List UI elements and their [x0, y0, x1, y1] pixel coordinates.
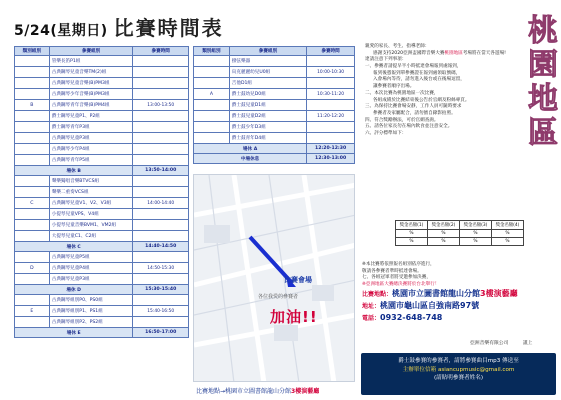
- info-address-label: 地址：: [362, 303, 381, 311]
- time-cell: [133, 252, 189, 263]
- time-cell: 11:20-12:20: [307, 111, 355, 122]
- cheer-caption: 各位我愛的參賽者: [258, 294, 299, 300]
- break-row: [15, 242, 189, 252]
- time-cell: [307, 100, 355, 111]
- scoring-table: [395, 220, 524, 246]
- right-header-row: [194, 47, 355, 56]
- name-cell: 古典鋼琴青年音樂(B)PM4組: [49, 100, 133, 111]
- page-header: [14, 12, 224, 38]
- table-row: [15, 209, 189, 220]
- name-cell: 聲樂獨唱音樂BTVCS組: [49, 176, 133, 187]
- table-row: [15, 89, 189, 100]
- info-phone-value: 0932-648-748: [380, 313, 443, 323]
- name-cell: 爵士鼓兒童D2組: [229, 111, 306, 122]
- notice-item: 五、請各位家長勿在場內飲食並注意安全。: [365, 124, 453, 130]
- name-cell: 爵士鋼琴青年P3組: [49, 122, 133, 133]
- name-cell: 古典鋼琴兒童P5組: [49, 252, 133, 263]
- table-row: [15, 56, 189, 67]
- notice-item: 各組成績於比賽結束後公告於官網及粉絲專頁。: [373, 97, 470, 103]
- time-cell: [133, 176, 189, 187]
- info-line-3: 七、各組冠軍者將受邀參加決賽，: [362, 275, 431, 281]
- name-cell: 爵士鼓幼兒D0組: [229, 89, 306, 100]
- notice-item: 六、評分標準如下：: [365, 130, 407, 136]
- time-cell: [133, 67, 189, 78]
- notice-item: 四、符合獎勵辦法，可於官網查詢。: [365, 117, 439, 123]
- info-venue-label: 比賽地點：: [362, 291, 393, 299]
- header-date: 5/24(星期日): [14, 23, 108, 39]
- contest-info: [362, 262, 554, 324]
- info-phone-label: 電話：: [362, 315, 381, 323]
- table-row: [15, 78, 189, 89]
- break-time: 14:40-14:50: [133, 242, 189, 252]
- table-row: [15, 67, 189, 78]
- time-cell: [307, 122, 355, 133]
- table-row: [15, 220, 189, 231]
- scoring-cell: %: [460, 238, 492, 246]
- info-address: [362, 300, 554, 312]
- time-cell: [307, 78, 355, 89]
- group-cell: [15, 78, 50, 89]
- scoring-cell: 獎金名額(3): [460, 221, 492, 230]
- break-row: [194, 154, 355, 164]
- map-venue-label: 比賽會場: [284, 276, 312, 284]
- name-cell: 爵士鼓青年D4組: [229, 133, 306, 144]
- group-cell: [194, 78, 230, 89]
- notice-item: 讓參賽者順序出場。: [373, 84, 415, 90]
- right-header-cell: 參賽組別: [229, 47, 306, 56]
- group-cell: [15, 67, 50, 78]
- name-cell: 古典鋼琴組別P1、PS1組: [49, 306, 133, 317]
- group-cell: [15, 176, 50, 187]
- time-cell: [133, 56, 189, 67]
- name-cell: 古典鋼琴少年P4組: [49, 144, 133, 155]
- name-cell: 古典鋼琴兒童音樂(B)PM3組: [49, 78, 133, 89]
- table-row: [194, 67, 355, 78]
- info-venue-name: 桃園市立圖書館龍山分館: [392, 289, 481, 299]
- time-cell: [307, 133, 355, 144]
- scoring-row: [396, 221, 524, 230]
- schedule-table-left: [14, 46, 189, 338]
- notice-item: 參賽者及家屬配合，請勿擅自錄影拍照。: [373, 110, 456, 116]
- name-cell: 管樂長笛P1組: [49, 56, 133, 67]
- group-cell: B: [15, 100, 50, 111]
- time-cell: [133, 317, 189, 328]
- venue-map: [193, 174, 355, 382]
- table-row: [194, 78, 355, 89]
- notice-intro-a: 感謝支持2020亞洲盃國際音樂大賽: [373, 50, 445, 56]
- time-cell: [307, 56, 355, 67]
- scoring-cell: %: [396, 230, 428, 238]
- time-cell: 14:00-14:40: [133, 198, 189, 209]
- scoring-cell: %: [396, 238, 428, 246]
- notice-block: [365, 44, 555, 138]
- table-row: [15, 100, 189, 111]
- time-cell: [133, 155, 189, 166]
- time-cell: [133, 144, 189, 155]
- scoring-cell: 獎金名額(2): [428, 221, 460, 230]
- time-cell: [133, 209, 189, 220]
- notice-heading: 達請注意下列事項：: [365, 57, 407, 63]
- group-cell: [194, 111, 230, 122]
- table-row: [194, 100, 355, 111]
- group-cell: [194, 100, 230, 111]
- table-row: [15, 263, 189, 274]
- left-header-cell: 類別組別: [15, 47, 50, 56]
- break-label: 中場休息: [194, 154, 307, 164]
- promo-email[interactable]: 主辦單位信箱 asiancupmusic@gmail.com: [402, 366, 515, 373]
- group-cell: [15, 111, 50, 122]
- promo-line-3: (請貼明參賽者姓名): [433, 375, 484, 382]
- group-cell: [194, 67, 230, 78]
- time-cell: 10:30-11:20: [307, 89, 355, 100]
- table-row: [15, 198, 189, 209]
- notice-item: 一、參賽者請提早半小時抵達會場報到處報到，: [365, 64, 462, 70]
- break-time: 12:30-13:00: [307, 154, 355, 164]
- name-cell: 古典鋼琴兒童P4組: [49, 263, 133, 274]
- table-row: [15, 155, 189, 166]
- time-cell: [133, 89, 189, 100]
- break-label: 場休 C: [15, 242, 133, 252]
- name-cell: 烏克麗麗幼兒U0組: [229, 67, 306, 78]
- group-cell: [15, 231, 50, 242]
- page-title: 比賽時間表: [113, 16, 224, 40]
- name-cell: 爵士鼓兒童D1組: [229, 100, 306, 111]
- group-cell: [194, 133, 230, 144]
- group-cell: [194, 122, 230, 133]
- scoring-cell: %: [492, 238, 524, 246]
- name-cell: 古典鋼琴青年P5組: [49, 155, 133, 166]
- group-cell: [15, 220, 50, 231]
- notice-item: 二、本次比賽為桃園地區一次比賽，: [365, 90, 439, 96]
- notice-intro-region: 桃園地區: [444, 50, 463, 56]
- table-row: [15, 122, 189, 133]
- break-time: 16:50-17:00: [133, 328, 189, 338]
- info-phone: [362, 312, 554, 324]
- time-cell: [133, 295, 189, 306]
- table-row: [15, 295, 189, 306]
- notice-item: 入會場內等待，請勿進入後台或在後場逗留，: [373, 77, 465, 83]
- group-cell: [15, 209, 50, 220]
- group-cell: [15, 144, 50, 155]
- left-header-row: [15, 47, 189, 56]
- info-address-value: 桃園市龜山區自強南路97號: [380, 301, 480, 311]
- scoring-cell: 獎金名額(1): [396, 221, 428, 230]
- table-row: [194, 122, 355, 133]
- group-cell: [194, 56, 230, 67]
- time-cell: 14:50-15:30: [133, 263, 189, 274]
- group-cell: A: [194, 89, 230, 100]
- group-cell: [15, 155, 50, 166]
- time-cell: [133, 122, 189, 133]
- name-cell: 大提琴兒童C1、C2組: [49, 231, 133, 242]
- time-cell: [133, 133, 189, 144]
- name-cell: 古典鋼琴兒童P3組: [49, 274, 133, 285]
- table-row: [15, 231, 189, 242]
- scoring-cell: 獎金名額(4): [492, 221, 524, 230]
- group-cell: [15, 295, 50, 306]
- name-cell: 古典鋼琴兒童P3組: [49, 133, 133, 144]
- break-label: 場休 E: [15, 328, 133, 338]
- venue-prefix: 比賽地點→桃園市立圖書館龍山分館: [196, 388, 292, 395]
- name-cell: 古典鋼琴兒童V1、V2、V3組: [49, 198, 133, 209]
- break-row: [15, 285, 189, 295]
- scoring-row: [396, 238, 524, 246]
- left-header-cell: 參賽組別: [49, 47, 133, 56]
- time-cell: 13:00-13:50: [133, 100, 189, 111]
- table-row: [15, 176, 189, 187]
- time-cell: [133, 78, 189, 89]
- group-cell: [15, 133, 50, 144]
- group-cell: [15, 122, 50, 133]
- signature: 亞洲音樂有限公司 謹上: [470, 341, 533, 346]
- break-row: [15, 166, 189, 176]
- break-time: 12:20-12:30: [307, 144, 355, 154]
- name-cell: 古典鋼琴兒童音樂TM(2)組: [49, 67, 133, 78]
- name-cell: 爵士鼓少年D3組: [229, 122, 306, 133]
- table-row: [194, 89, 355, 100]
- info-final-note: ※亞洲地區大賽總決賽將於台北舉行！: [362, 281, 440, 287]
- table-row: [194, 56, 355, 67]
- map-streets: [194, 175, 355, 382]
- promo-line-1: 爵士鼓參賽的參賽者，請將參賽曲目mp3 傳送至: [398, 358, 519, 364]
- schedule-table-right: [193, 46, 355, 164]
- info-venue: [362, 288, 554, 300]
- right-header-cell: 類別組別: [194, 47, 230, 56]
- table-row: [194, 133, 355, 144]
- name-cell: 小提琴兒童VPS、V4組: [49, 209, 133, 220]
- info-line-2: 敬請各參賽者準時抵達會場。: [362, 268, 422, 274]
- break-label: 場休 A: [194, 144, 307, 154]
- break-label: 場休 B: [15, 166, 133, 176]
- break-row: [15, 328, 189, 338]
- notice-items: [365, 64, 555, 137]
- notice-item: 報到後憑報到單參賽證在報到處領取號碼，: [373, 70, 461, 76]
- right-header-cell: 參賽時間: [307, 47, 355, 56]
- name-cell: 古典鋼琴組別P0、PS0組: [49, 295, 133, 306]
- scoring-cell: %: [428, 238, 460, 246]
- table-row: [194, 111, 355, 122]
- time-cell: [133, 274, 189, 285]
- name-cell: 小提琴兒童音樂BVM1、VM2組: [49, 220, 133, 231]
- name-cell: 古典鋼琴少年音樂(B)PM3組: [49, 89, 133, 100]
- table-row: [15, 317, 189, 328]
- break-label: 場休 D: [15, 285, 133, 295]
- group-cell: [15, 89, 50, 100]
- name-cell: 古典鋼琴組別P2、PS2組: [49, 317, 133, 328]
- name-cell: 吉他D1組: [229, 78, 306, 89]
- name-cell: 聲樂二重奏VCS組: [49, 187, 133, 198]
- table-row: [15, 187, 189, 198]
- group-cell: [15, 252, 50, 263]
- group-cell: E: [15, 306, 50, 317]
- group-cell: C: [15, 198, 50, 209]
- group-cell: [15, 317, 50, 328]
- table-row: [15, 144, 189, 155]
- time-cell: 10:00-10:30: [307, 67, 355, 78]
- promo-banner: [361, 353, 556, 395]
- notice-greeting: 親愛的家長、考生、指導老師：: [365, 44, 430, 49]
- time-cell: [133, 187, 189, 198]
- info-line-1: ※本比賽將依照報名組別依序進行，: [362, 262, 435, 267]
- group-cell: [15, 274, 50, 285]
- break-time: 13:50-14:00: [133, 166, 189, 176]
- venue-hall: 3樓演藝廳: [291, 388, 320, 395]
- notice-intro-b: 考場將在當天各遊場!: [462, 50, 506, 56]
- name-cell: 撥弦樂器: [229, 56, 306, 67]
- time-cell: [133, 111, 189, 122]
- time-cell: [133, 220, 189, 231]
- time-cell: [133, 231, 189, 242]
- table-row: [15, 274, 189, 285]
- cheer-message: 加油!!: [270, 308, 318, 326]
- group-cell: [15, 56, 50, 67]
- group-cell: [15, 187, 50, 198]
- info-venue-hall: 3樓演藝廳: [480, 289, 518, 299]
- region-stamp: 桃園地區: [522, 14, 557, 150]
- break-time: 15:30-15:40: [133, 285, 189, 295]
- left-header-cell: 參賽時間: [133, 47, 189, 56]
- scoring-row: [396, 230, 524, 238]
- scoring-cell: %: [460, 230, 492, 238]
- notice-item: 三、為保持比賽會場安靜，工作人員可隨時要求: [365, 104, 462, 110]
- table-row: [15, 111, 189, 122]
- break-row: [194, 144, 355, 154]
- time-cell: 15:40-16:50: [133, 306, 189, 317]
- group-cell: D: [15, 263, 50, 274]
- table-row: [15, 306, 189, 317]
- venue-address-line: [196, 386, 319, 395]
- name-cell: 爵士鋼琴兒童P1、P2組: [49, 111, 133, 122]
- scoring-cell: %: [428, 230, 460, 238]
- table-row: [15, 252, 189, 263]
- scoring-cell: %: [492, 230, 524, 238]
- table-row: [15, 133, 189, 144]
